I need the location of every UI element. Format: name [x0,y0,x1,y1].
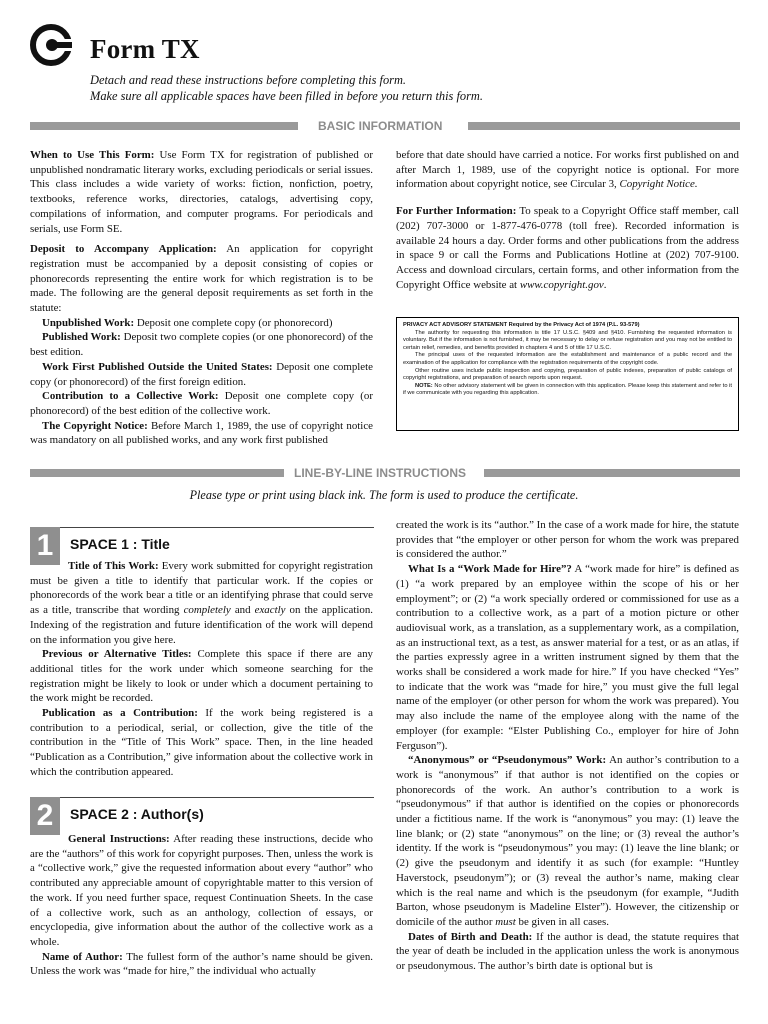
foreign-work-heading: Work First Published Outside the United States: [42,360,273,373]
work-made-for-hire-paragraph [396,562,739,753]
anonymous-work-heading: “Anonymous” or “Pseudonymous” Work: [408,754,607,767]
publication-contribution-text: If the work being registered is a contribution to a periodical, serial, or collection, give the title of the contribution in the “Title of This Work” space. Then, in the line headed “Publication as a Contribution,” give information about the collective work in which the contribution appeared. [30,707,373,778]
work-made-for-hire-heading: What Is a “Work Made for Hire”? [408,563,572,576]
anonymous-work-text-a: An author’s contribution to a work is “anonymous” if that author is not identified on the copies or phonorecords of the work. An author’s contribution to a work is “pseudonymous” if that author is identified on the copies or phonorecords under a fictitious name. If the work is “anonymous” you may: (1) leave the line blank; or (2) state “anonymous” on the line; or (3) reveal the author’s identity. If the work is “pseudonymous” you may: (1) leave the line blank; or (2) give the pseudonym and identify it as such (for example: “Huntley Haverstock, pseudonym”); or (3) reveal the author’s name, making clear which is the real name and which is the pseudonym (for example, “Judith Barton, whose pseudonym is Madeline Elster”). However, the citizenship or domicile of the author [396,754,739,928]
space-1-number: 1 [30,527,60,565]
deposit-text: An application for copyright registration must be accompanied by a deposit consisting of copies or phonorecords representing the entire work for which registration is to be made. The following are the general deposit requirements as set forth in the statute: [30,243,373,315]
name-of-author-text: The fullest form of the author’s name should be given. Unless the work was “made for hire,” the individual who actually [30,950,373,978]
name-of-author-paragraph [30,950,373,979]
unpublished-work-text: Deposit one complete copy (or phonorecord) [136,316,333,329]
space-2-title: SPACE 2 : Author(s) [70,806,204,822]
anonymous-work-paragraph [396,753,739,929]
previous-titles-heading: Previous or Alternative Titles: [42,648,192,661]
anonymous-work-text-b: be given in all cases. [518,915,609,928]
deposit-heading: Deposit to Accompany Application: [30,243,217,256]
line-by-line-heading: LINE-BY-LINE INSTRUCTIONS [294,466,467,480]
collective-work-text: Deposit one complete copy (or phonorecord) of the best edition of the collective work. [30,390,373,417]
foreign-work-item [30,360,373,389]
previous-titles-text: Complete this space if there are any additional titles for the work under which someone searching for the registration might be likely to look or under which a document pertaining to the work might be recorded. [30,648,373,705]
author-details-column [396,518,739,974]
publication-contribution-paragraph [30,706,373,780]
notice-continuation-text: before that date should have carried a notice. For works first published on and after March 1, 1989, use of the copyright notice is optional. For more information about copyright notice, see Circular 3, [396,149,739,191]
when-to-use-paragraph [30,148,373,236]
space-1-column [30,559,373,780]
privacy-note [403,383,732,398]
space-2-column [30,832,373,979]
line-by-line-note: Please type or print using black ink. The form is used to produce the certificate. [189,488,579,502]
section-bar-left-2 [30,469,284,477]
privacy-paragraph-2: The principal uses of the requested information are the establishment and maintenance of a public record and the examination of the application for compliance with the registration requirements of the copyright code. [403,352,732,366]
unpublished-work-item [30,316,373,331]
collective-work-heading: Contribution to a Collective Work: [42,390,219,403]
general-instructions-heading: General Instructions: [68,833,170,845]
title-of-work-text-b: on the application. Indexing of the registration and future identification of the work will depend on the information you give here. [30,604,373,646]
space-2-number: 2 [30,797,60,835]
space-1-title: SPACE 1 : Title [70,536,170,552]
privacy-act-statement-box [396,317,739,431]
anonymous-emphasis-must: must [495,915,516,928]
title-and: and [234,604,251,617]
further-information-paragraph [396,204,739,292]
copyright-notice-item [30,419,373,448]
title-of-work-paragraph [30,559,373,647]
copyright-office-logo-icon [30,24,72,66]
work-made-for-hire-text: A “work made for hire” is defined as (1) “a work prepared by an employee within the scope of his or her employment”; or (2) “a work specially ordered or commissioned for use as a contribution to a collective work, as a part of a motion picture or other audiovisual work, as a translation, as a supplementary work, as a compilation, as an instructional text, as a test, as answer material for a test, or as an atlas, if the parties expressly agree in a written instrument signed by them that the works shall be considered a work made for hire.” If you have checked “Yes” to indicate that the work was “made for hire,” you must give the full legal name of the employer (or other person for whom the work was prepared). You may also include the name of the employee along with the name of the employer (for example: “Elster Publishing Co., employer for hire of John Ferguson”). [396,563,740,752]
basic-information-heading: BASIC INFORMATION [318,119,443,133]
section-bar-right-2 [484,469,740,477]
previous-titles-paragraph [30,647,373,706]
published-work-heading: Published Work: [42,331,121,344]
dates-birth-death-text: If the author is dead, the statute requires that the year of death be included in the application unless the work is anonymous or pseudonymous. The author’s birth date is optional but is [396,930,739,973]
basic-info-left-column [30,148,373,448]
space-2-rule [60,797,374,798]
collective-work-item [30,389,373,418]
published-work-text: Deposit two complete copies (or one phonorecord) of the best edition. [30,331,374,359]
general-instructions-paragraph [30,832,373,950]
privacy-heading: PRIVACY ACT ADVISORY STATEMENT Required by the Privacy Act of 1974 (P.L. 93-579) [403,322,640,328]
section-bar-right [468,122,740,130]
title-emphasis-exactly: exactly [254,604,286,617]
form-subtitle [90,72,483,104]
publication-contribution-heading: Publication as a Contribution: [42,707,198,720]
title-of-work-text-a: Every work submitted for copyright registration must be given a title to identify that particular work. If the copies or phonorecords of the work bear a title or an identifying phrase that could serve as a title, transcribe that wording [30,560,373,617]
privacy-paragraph-3: Other routine uses include public inspection and copying, preparation of public indexes, preparation of public catalogs of copyright registrations, and preparation of search reports upon request. [403,367,732,382]
deposit-paragraph [30,242,373,316]
general-instructions-text: After reading these instructions, decide who are the “authors” of this work for copyright purposes. Then, unless the work is a “collective work,” give the requested information about every “author” who contributed any appreciable amount of copyrightable matter to this version of the work. If you need further space, request Continuation Sheets. In the case of a collective work, such as an anthology, collection of essays, or encyclopedia, give information about the author of the collective work as a whole. [30,833,373,948]
copyright-notice-heading: The Copyright Notice: [42,419,148,432]
unpublished-work-heading: Unpublished Work: [42,316,135,329]
subtitle-line-1: Detach and read these instructions before completing this form. [90,73,407,87]
further-information-end: . [603,278,607,291]
copyright-notice-text: Before March 1, 1989, the use of copyright notice was mandatory on all published works, and any work first published [30,419,373,447]
form-title: Form TX [90,34,200,64]
foreign-work-text: Deposit one complete copy (or phonorecord) of the first foreign edition. [30,360,373,388]
circular-title: Copyright Notice. [619,178,698,191]
further-information-heading: For Further Information: [396,205,517,218]
when-to-use-heading: When to Use This Form: [30,149,155,161]
name-of-author-heading: Name of Author: [42,950,123,963]
copyright-website-link[interactable]: www.copyright.gov [519,278,604,291]
privacy-note-text: No other advisory statement will be given in connection with this application. Please keep this statement and refer to it if we communicate with you regarding this application. [403,382,732,397]
space-1-rule [60,527,374,528]
privacy-note-heading: NOTE: [415,382,433,389]
when-to-use-text: Use Form TX for registration of published or unpublished nondramatic literary works, excluding periodicals or serial issues. This class includes a wide variety of works: fiction, nonfiction, poetry, textbooks, reference works, directories, catalogs, advertising copy, compilations of information, and computer programs. For periodicals and serials, use Form SE. [30,149,373,235]
basic-info-right-column [396,148,739,298]
published-work-item [30,330,373,359]
further-information-text: To speak to a Copyright Office staff member, call (202) 707-3000 or 1-877-476-0778 (toll free). Recorded information is available 24 hours a day. Order forms and other publications from the address in space 9 or call the Forms and Publications Hotline at (202) 707-9100. Access and download circulars, certain forms, and other information from the Copyright Office website at [396,205,740,291]
privacy-paragraph-1: The authority for requesting this information is title 17 U.S.C. §409 and §410. Furnishing the requested information is voluntary. But if the information is not furnished, it may be necessary to delay or refuse registration and you may not be entitled to certain relief, remedies, and benefits provided in chapters 4 and 5 of title 17 U.S.C. [403,329,732,351]
dates-birth-death-paragraph [396,930,739,974]
section-bar-left [30,122,298,130]
subtitle-line-2: Make sure all applicable spaces have been filled in before you return this form. [90,89,483,103]
title-emphasis-completely: completely [183,604,231,617]
dates-birth-death-heading: Dates of Birth and Death: [408,930,533,943]
notice-continuation-paragraph [396,148,739,192]
author-continuation-paragraph: created the work is its “author.” In the case of a work made for hire, the statute provides that “the employer or other person for whom the work was prepared is considered the author.” [396,519,739,561]
title-of-work-heading: Title of This Work: [68,560,159,572]
